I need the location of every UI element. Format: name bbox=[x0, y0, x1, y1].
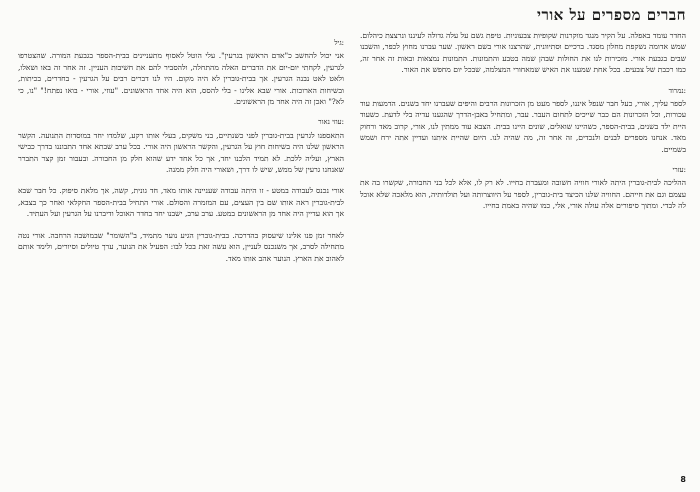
testimony-paragraph: לאחר זמן פנו אלינו שיעסוק בהדרכה. בבית-גוברין הגיע נוער מתמיד, ב"השומר" שבמושבה הרחבה. אורי נטה מתחילה לסרב, אך משנכנס לעניין, הוא עשה זאת בכל לבו: הפעיל את הנוער, ערך טיולים וסיורים, ולימד אותם לאהוב את הארץ. הנוער אהב אותו מאד. bbox=[18, 230, 344, 263]
testimony-paragraph: אני יכול להחשב כ"אדם הראשון בגרעין". עלי הוטל לאסוף מתעניינים בבית-הספר בגבעת המורה. שהצטרפו לגרעין, לקחתי יום-יום את הדברים האלה מהתחלה, ולהסביר להם את חשיבות העניין. זה אחר זה באו ושאלו, ולאט לאט נבנה הגרעין. אך בבית-גוברין לא היה מקום. היו לנו דברים רבים על הגרעין - בחדרים, בכיתות, ובשיחות הארוכות. אורי שבא אלינו - בלי להסס, הוא היה אחד הראשונים. "עוזי, אורי - בואו נפתח!" "נו, כי לא?" ואכן זה היה אחד מן הראשונים. bbox=[18, 51, 344, 107]
speaker-label: :גיל bbox=[334, 39, 344, 47]
speaker-label: :נמרוד bbox=[668, 86, 686, 95]
testimony-paragraph: ההליכה לבית-גוברין היתה לאורי חוויה חשובה ומעברת בחייו. לא רק לו, אלא לכל בני החבורה, שקשרו בה את עצמם וגם את חייהם. החוויה שלנו הכיצד בית-גוברין, לספר על היווצרותה ועל תולדותיה, הוא מלאכה שלא אוכל לה לבדי. ומתוך סיפורים אלה עולה אורי, אלי, כמו שהיה באמת בחייו. bbox=[360, 178, 686, 211]
page-title: חברים מספרים על אורי bbox=[537, 6, 686, 24]
right-column bbox=[360, 30, 686, 222]
testimony-paragraph: התאספנו לגרעין בבית-גוברין לפני כשנתיים, בני משקים, בעלי אותו רקע, שלמדו יחד במוסדות התנועה. הקשר הראשון שלנו היה בשיחות חוץ על הגרעין, והקשר הראשון היה אורי. בכל ערב שבתא אחד התבוננו בדרך כבישי הארץ, ועליה ללכת. לא תמיד הלכנו יחד, אך כל אחד ידע שהוא חלק מן החבורה. ובעבור זמן קצר התברר שאנחנו גרעין של ממש, שיש לו דרך, ושאורי היה חלק ממנה. bbox=[18, 130, 344, 175]
left-column bbox=[18, 38, 344, 274]
testimony-paragraph: אורי נכנס לעבודה במטע - זו היתה עבודה שעניינה אותו מאד, חד גונית, קשה, אך מלאת סיפוק. כל חבר שבא לבית-גוברין ראה אותו שם בין העצים, עם המזמרה והסולם. אורי התחיל בבית-הספר החקלאי ואחר כך בצבא, אך הוא עדיין היה אחד מן הראשונים במטע. ערב ערב, ישבנו יחד בחדר האוכל ודיברנו על הגרעין ועל העתיד. bbox=[18, 186, 344, 219]
page-number: 8 bbox=[680, 475, 686, 484]
speaker-label: :עוזי נאור bbox=[318, 118, 344, 127]
testimony-paragraph: לספר עליך, אורי, כעל חבר שנפל איננו, לספר מעט מן הזכרונות הרבים והיפים שעברנו יחד בשנים. הדמעות עוד עכורות, וכל הזכרונות הם כבר שייכים לתחום העבר. עבר, ומתחיל באבן-הדרך שהגענו עדיה בלי לדעת. כשעוד היית ילד בשנים, בבית-הספר, כשהיינו שואלים, שונים היינו בבית. הצבא עוד ממתין לנו, אורי, קרוב מאד ורחוק מאד. אנחנו מספרים לבנים ולנכדים, זה אחר זה, מה שהיה לנו. היום שהיית איתנו ועדיין אתה ירח ושמש בשמיים. bbox=[360, 99, 686, 154]
intro-paragraph: החדר עומד באפלה. על הקיר מנגד מוקרנות שקופיות צבעוניות. טיפת גשם על עלה גדולה לעיננו ונרצצת כיהלום. שמש אדומה נשקפת מחלון מסגד. ברכיים וסתיוונית, שהרצנו אורי בשם ראשון. שער עברנו מחוץ לכפר, והשבנו שבים בגבעת אורי. מזכירות לנו את החולות שבהן שמה בטבע והתמונות. התמונות נמצאות ובאות זה אחר זה, כמו רכבת של צבעים. בכל אחת שמענו את האיש שמאחורי המצלמה, שבכל יום מחפש את האור. bbox=[360, 31, 686, 75]
speaker-label: :עזרי bbox=[672, 166, 686, 175]
